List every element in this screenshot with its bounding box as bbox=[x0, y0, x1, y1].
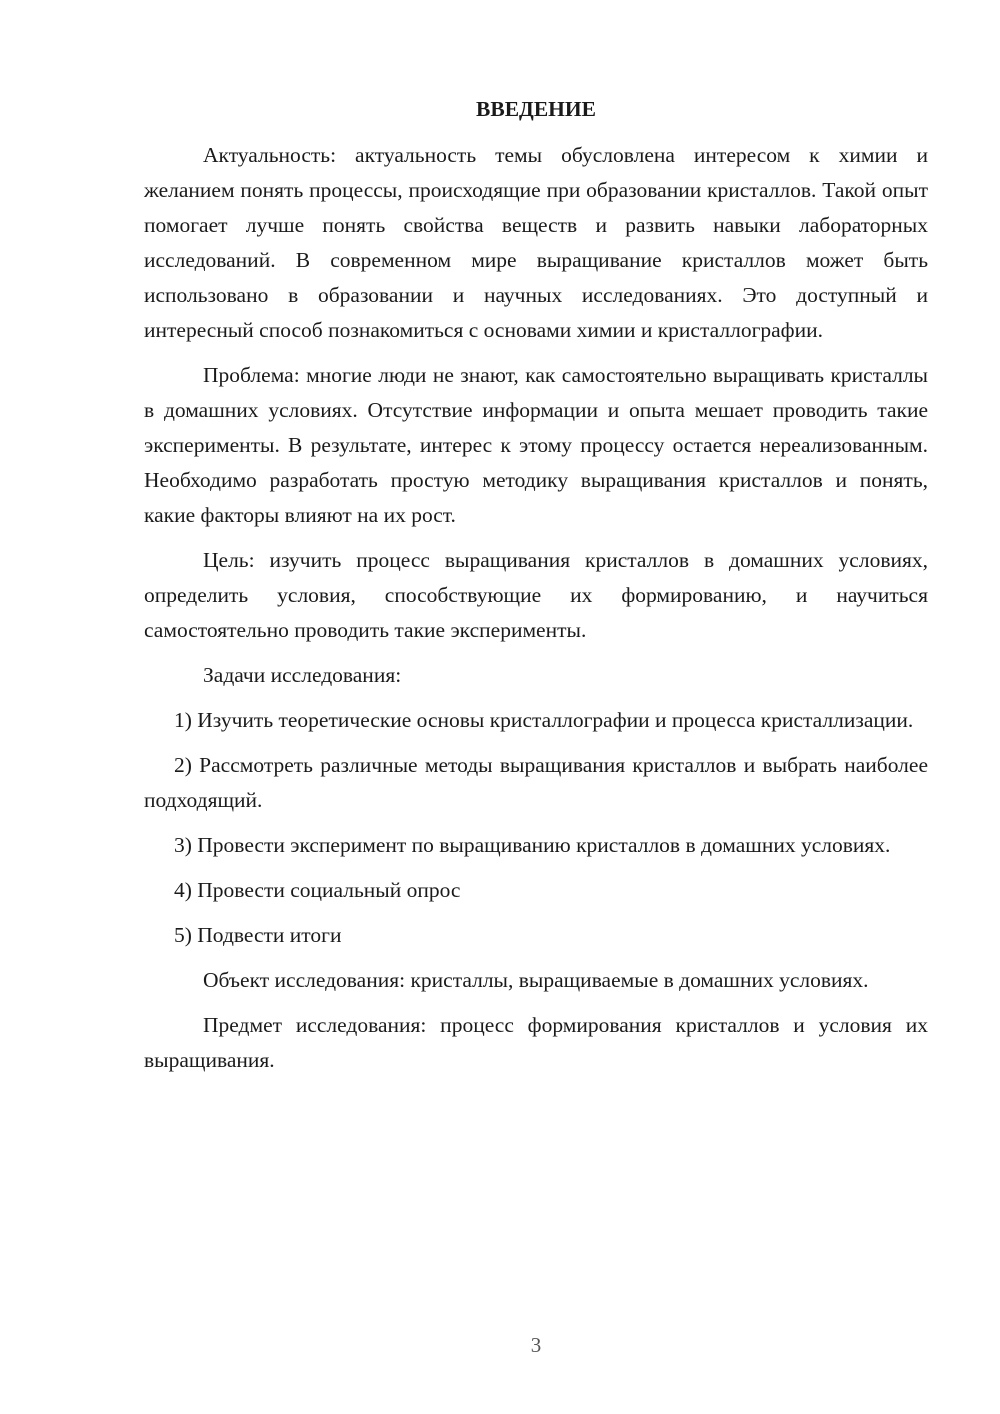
task-item: 4) Провести социальный опрос bbox=[174, 878, 461, 902]
paragraph-problem: Проблема: многие люди не знают, как самостоятельно выращивать кристаллы в домашних условиях. Отсутствие информации и опыта мешает проводить такие эксперименты. В результате, интерес к этому процессу остается нереализованным. Необходимо разработать простую методику выращивания кристаллов и понять, какие факторы влияют на их рост. bbox=[144, 363, 928, 527]
task-item: 3) Провести эксперимент по выращиванию кристаллов в домашних условиях. bbox=[174, 833, 891, 857]
paragraph-relevance: Актуальность: актуальность темы обусловлена интересом к химии и желанием понять процессы, происходящие при образовании кристаллов. Такой опыт помогает лучше понять свойства веществ и развить навыки лабораторных исследований. В современном мире выращивание кристаллов может быть использовано в образовании и научных исследованиях. Это доступный и интересный способ познакомиться с основами химии и кристаллографии. bbox=[144, 143, 928, 342]
tasks-heading: Задачи исследования: bbox=[203, 663, 402, 687]
page-number: 3 bbox=[530, 1333, 542, 1357]
page-title: ВВЕДЕНИЕ bbox=[476, 97, 596, 121]
paragraph-goal: Цель: изучить процесс выращивания кристаллов в домашних условиях, определить условия, способствующие их формированию, и научиться самостоятельно проводить такие эксперименты. bbox=[144, 548, 928, 642]
task-item: 2) Рассмотреть различные методы выращивания кристаллов и выбрать наиболее подходящий. bbox=[144, 753, 928, 812]
paragraph-subject: Предмет исследования: процесс формирования кристаллов и условия их выращивания. bbox=[144, 1013, 928, 1072]
document-page bbox=[144, 92, 928, 1088]
task-item: 5) Подвести итоги bbox=[174, 923, 342, 947]
tasks-list bbox=[144, 703, 928, 953]
paragraph-object: Объект исследования: кристаллы, выращиваемые в домашних условиях. bbox=[203, 968, 869, 992]
task-item: 1) Изучить теоретические основы кристаллографии и процесса кристаллизации. bbox=[174, 708, 914, 732]
